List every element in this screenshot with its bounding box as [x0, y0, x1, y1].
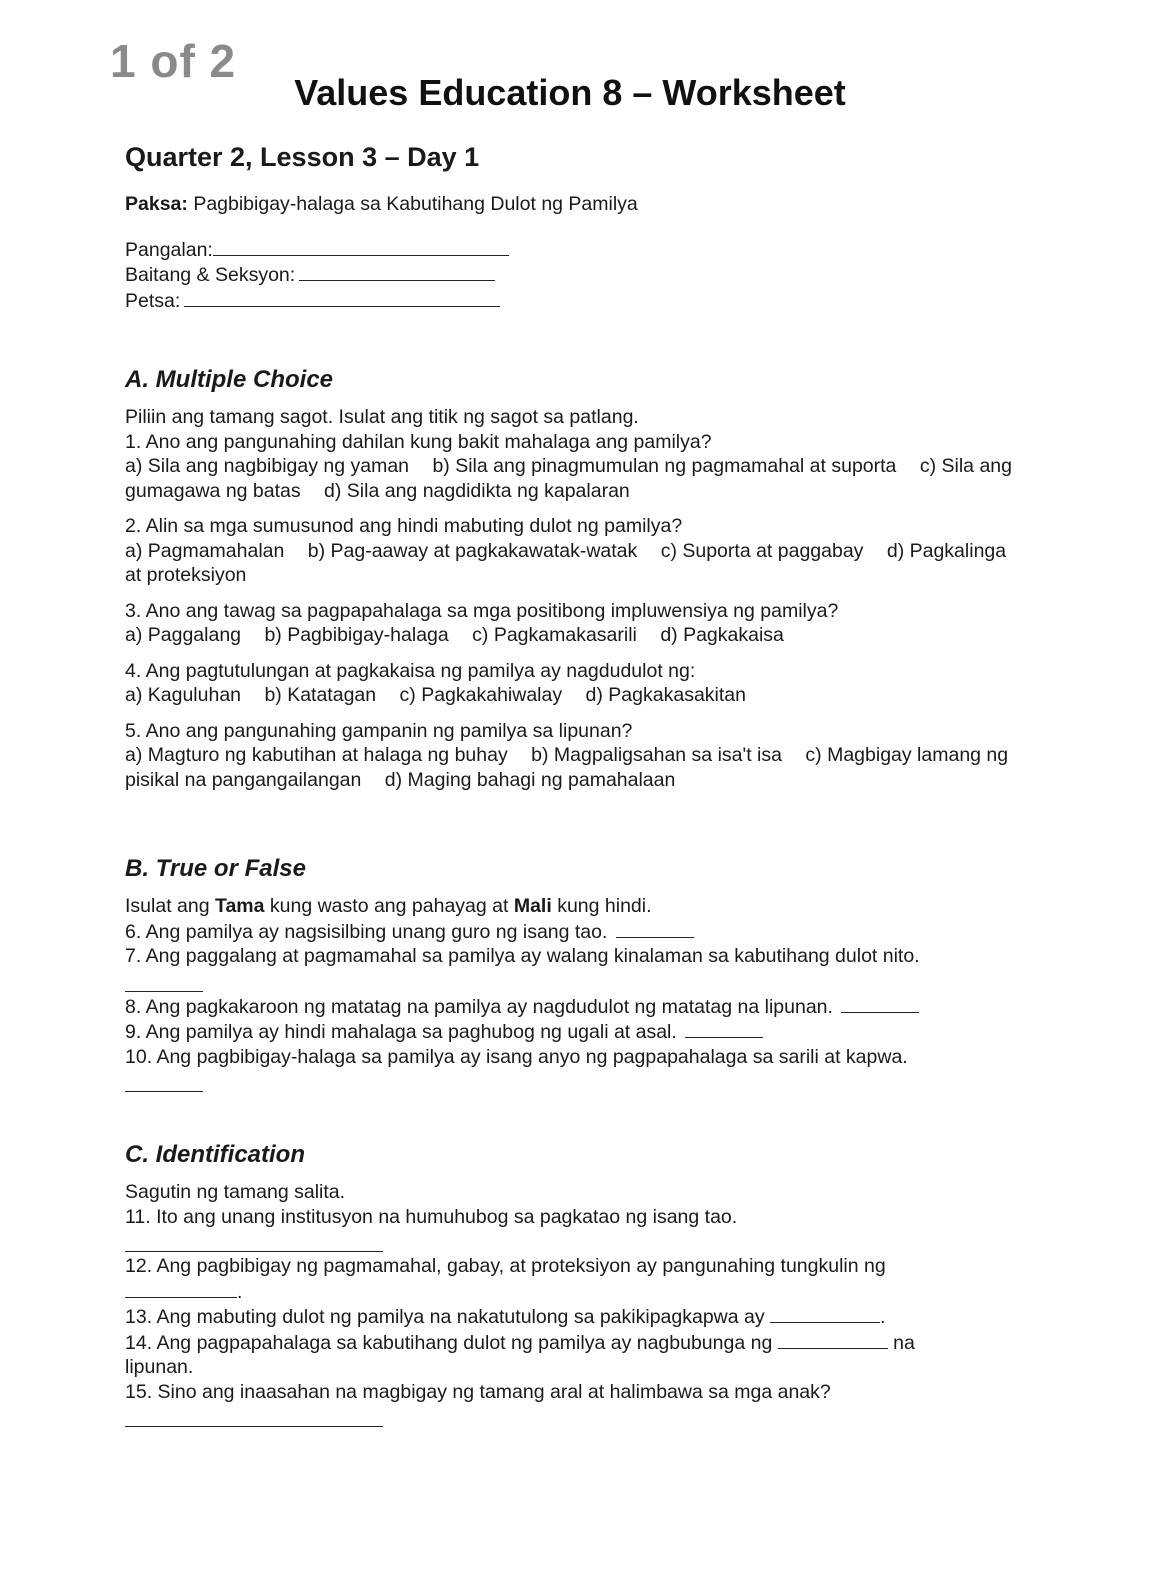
section-a-instruction: Piliin ang tamang sagot. Isulat ang titik ng sagot sa patlang.	[125, 406, 639, 428]
mc-question-2	[125, 514, 1025, 588]
instr-mid: kung wasto ang pahayag at	[264, 895, 514, 917]
section-a-title: A. Multiple Choice	[125, 366, 334, 393]
answer-blank[interactable]	[770, 1304, 880, 1323]
page-counter: 1 of 2	[110, 35, 237, 87]
topic-label: Paksa:	[125, 193, 188, 215]
mc-question-1	[125, 430, 1025, 504]
date-blank[interactable]	[184, 288, 500, 307]
option-b: b) Sila ang pinagmumulan ng pagmamahal at suporta	[432, 455, 897, 477]
id-item-13	[125, 1304, 1025, 1330]
grade-section-blank[interactable]	[299, 262, 495, 281]
option-a: a) Paggalang	[125, 624, 242, 646]
option-c: c) Sila ang gumagawa ng batas	[125, 455, 1012, 502]
tf-item-9	[125, 1019, 1025, 1045]
question-text: 3. Ano ang tawag sa pagpapahalaga sa mga positibong impluwensiya ng pamilya?	[125, 599, 839, 622]
mc-question-3	[125, 599, 1025, 648]
options	[125, 539, 1025, 588]
section-b-title: B. True or False	[125, 855, 306, 882]
option-c: c) Magbigay lamang ng pisikal na pangangailangan	[125, 744, 1009, 791]
tf-item-text: 9. Ang pamilya ay hindi mahalaga sa paghubog ng ugali at asal.	[125, 1021, 677, 1043]
option-c: c) Pagkamakasarili	[472, 624, 637, 646]
tf-item-8	[125, 994, 1025, 1020]
identification-items	[125, 1205, 1025, 1428]
worksheet-title: Values Education 8 – Worksheet	[294, 72, 846, 113]
option-c: c) Suporta at paggabay	[660, 539, 864, 562]
question-text: 1. Ano ang pangunahing dahilan kung bakit mahalaga ang pamilya?	[125, 430, 712, 453]
topic-line	[125, 192, 1025, 217]
tf-items	[125, 919, 1025, 1093]
id-item-15: 15. Sino ang inaasahan na magbigay ng tamang aral at halimbawa sa mga anak?	[125, 1380, 831, 1403]
name-label: Pangalan:	[125, 238, 213, 261]
tf-item-10	[125, 1045, 1025, 1070]
section-c-title: C. Identification	[125, 1141, 305, 1168]
date-field[interactable]	[125, 288, 1025, 314]
tf-item-text: 10. Ang pagbibigay-halaga sa pamilya ay isang anyo ng pagpapahalaga sa sarili at kapwa.	[125, 1045, 908, 1068]
instr-post: kung hindi.	[551, 895, 652, 917]
option-d: d) Pagkalinga at proteksiyon	[125, 539, 1007, 586]
option-a: a) Pagmamahalan	[125, 539, 285, 562]
tf-item-text: 6. Ang pamilya ay nagsisilbing unang guro ng isang tao.	[125, 920, 608, 943]
answer-blank[interactable]	[778, 1330, 888, 1349]
option-b: b) Magpaligsahan sa isa't isa	[531, 744, 782, 766]
id-item-14	[125, 1330, 1025, 1356]
option-b: b) Pag-aaway at pagkakawatak-watak	[307, 539, 638, 562]
answer-blank[interactable]	[841, 994, 919, 1013]
question-text: 2. Alin sa mga sumusunod ang hindi mabuting dulot ng pamilya?	[125, 515, 683, 537]
mc-question-4	[125, 659, 1025, 708]
section-b-instruction	[125, 894, 1025, 919]
tf-item-7	[125, 944, 1025, 969]
id-item-12: 12. Ang pagbibigay ng pagmamahal, gabay, at proteksiyon ay pangunahing tungkulin ng	[125, 1255, 886, 1277]
question-text: 5. Ano ang pangunahing gampanin ng pamilya sa lipunan?	[125, 719, 633, 742]
id-item-14-continuation: lipunan.	[125, 1356, 194, 1378]
options	[125, 623, 1025, 648]
question-text: 4. Ang pagtutulungan at pagkakaisa ng pamilya ay nagdudulot ng:	[125, 659, 696, 682]
options	[125, 454, 1025, 503]
option-a: a) Magturo ng kabutihan at halaga ng buhay	[125, 744, 508, 766]
options	[125, 683, 1025, 708]
topic-text: Pagbibigay-halaga sa Kabutihang Dulot ng Pamilya	[193, 193, 638, 215]
answer-blank[interactable]	[685, 1019, 763, 1038]
id-item-text: 13. Ang mabuting dulot ng pamilya na nakatutulong sa pakikipagkapwa ay	[125, 1306, 765, 1328]
tf-item-text: 7. Ang paggalang at pagmamahal sa pamilya ay walang kinalaman sa kabutihang dulot nito.	[125, 945, 920, 967]
tf-item-6	[125, 919, 1025, 945]
period: .	[237, 1280, 243, 1303]
worksheet-body	[125, 140, 1025, 1429]
name-field[interactable]	[125, 237, 1025, 263]
id-item-11: 11. Ito ang unang institusyon na humuhubog sa pagkatao ng isang tao.	[125, 1205, 738, 1228]
answer-blank[interactable]	[125, 1404, 383, 1427]
option-c: c) Pagkakahiwalay	[399, 684, 563, 706]
instr-tama: Tama	[214, 895, 265, 917]
grade-section-label: Baitang & Seksyon:	[125, 264, 296, 286]
answer-blank[interactable]	[616, 919, 694, 938]
tf-item-text: 8. Ang pagkakaroon ng matatag na pamilya ay nagdudulot ng matatag na lipunan.	[125, 995, 833, 1018]
instr-mali: Mali	[513, 895, 552, 917]
option-b: b) Pagbibigay-halaga	[264, 624, 449, 646]
answer-blank[interactable]	[125, 1229, 383, 1252]
option-a: a) Sila ang nagbibigay ng yaman	[125, 455, 410, 477]
option-d: d) Pagkakaisa	[660, 624, 784, 646]
period: .	[880, 1306, 886, 1328]
date-label: Petsa:	[125, 289, 181, 312]
instr-pre: Isulat ang	[125, 895, 215, 917]
lesson-subtitle: Quarter 2, Lesson 3 – Day 1	[125, 142, 480, 172]
name-blank[interactable]	[213, 237, 509, 256]
answer-blank[interactable]	[125, 1279, 237, 1298]
answer-blank[interactable]	[125, 1069, 203, 1092]
item-14-end: na	[893, 1331, 915, 1354]
option-d: d) Sila ang nagdidikta ng kapalaran	[324, 479, 630, 502]
answer-blank[interactable]	[125, 969, 203, 992]
options	[125, 743, 1025, 792]
option-b: b) Katatagan	[264, 684, 377, 706]
option-d: d) Pagkakasakitan	[585, 684, 746, 706]
grade-section-field[interactable]	[125, 262, 1025, 288]
id-item-12-blank-line	[125, 1279, 1025, 1305]
section-c-instruction: Sagutin ng tamang salita.	[125, 1181, 346, 1203]
id-item-text: 14. Ang pagpapahalaga sa kabutihang dulot ng pamilya ay nagbubunga ng	[125, 1331, 773, 1354]
student-info-fields	[125, 237, 1025, 314]
option-d: d) Maging bahagi ng pamahalaan	[384, 768, 676, 791]
option-a: a) Kaguluhan	[125, 684, 242, 706]
mc-questions	[125, 430, 1025, 793]
mc-question-5	[125, 719, 1025, 793]
